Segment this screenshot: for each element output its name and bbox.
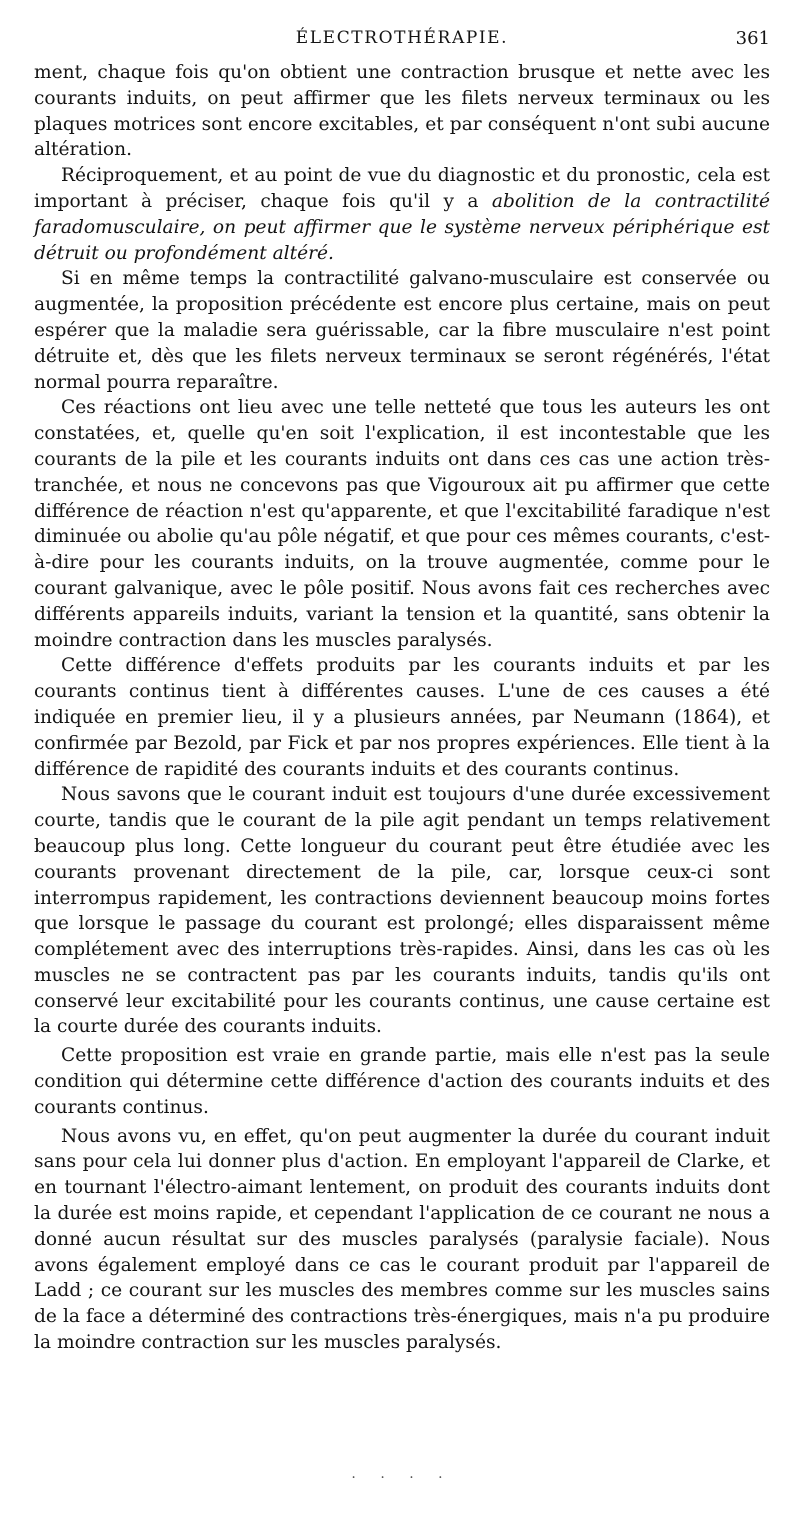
book-page bbox=[34, 0, 770, 1515]
paragraph: ment, chaque fois qu'on obtient une contraction brusque et nette avec les courants induits, on peut affirmer que les filets nerveux terminaux ou les plaques motrices sont encore excitables, et par conséquent n'ont subi aucune altération. bbox=[34, 62, 770, 161]
paragraph: Si en même temps la contractilité galvano-musculaire est conservée ou augmentée, la proposition précédente est encore plus certaine, mais on peut espérer que la maladie sera guérissable, car la fibre musculaire n'est point détruite et, dès que les filets nerveux terminaux se seront régénérés, l'état normal pourra reparaître. bbox=[34, 268, 770, 393]
paragraph: Ces réactions ont lieu avec une telle netteté que tous les auteurs les ont constatées, et, quelle qu'en soit l'explication, il est incontestable que les courants de la pile et les courants induits ont dans ces cas une action très-tranchée, et nous ne concevons pas que Vigouroux ait pu affirmer que cette différence de réaction n'est qu'apparente, et que l'excitabilité faradique n'est diminuée ou abolie qu'au pôle négatif, et que pour ces mêmes courants, c'est-à-dire pour les courants induits, on la trouve augmentée, comme pour le courant galvanique, avec le pôle positif. Nous avons fait ces recherches avec différents appareils induits, variant la tension et la quantité, sans obtenir la moindre contraction dans les muscles paralysés. bbox=[34, 397, 770, 651]
paragraph: Nous savons que le courant induit est toujours d'une durée excessivement courte, tandis que le courant de la pile agit pendant un temps relativement beaucoup plus long. Cette longueur du courant peut être étudiée avec les courants provenant directement de la pile, car, lorsque ceux-ci sont interrompus rapidement, les contractions deviennent beaucoup moins fortes que lorsque le passage du courant est prolongé; elles disparaissent même complétement avec des interruptions très-rapides. Ainsi, dans les cas où les muscles ne se contractent pas par les courants induits, tandis qu'ils ont conservé leur excitabilité pour les courants continus, une cause certaine est la courte durée des courants induits. bbox=[34, 784, 770, 1038]
paragraph: Cette différence d'effets produits par les courants induits et par les courants continus tient à différentes causes. L'une de ces causes a été indiquée en premier lieu, il y a plusieurs années, par Neumann (1864), et confirmée par Bezold, par Fick et par nos propres expériences. Elle tient à la différence de rapidité des courants induits et des courants continus. bbox=[34, 655, 770, 780]
page-number: 361 bbox=[735, 28, 770, 49]
running-title: ÉLECTROTHÉRAPIE. bbox=[295, 28, 509, 48]
body-text bbox=[34, 60, 770, 1356]
paragraph-lead: Réciproquement, et au point de vue du diagnostic et du pronostic, cela est important à préciser, chaque fois qu'il y a bbox=[34, 165, 770, 212]
paragraph bbox=[34, 163, 770, 266]
paragraph: Nous avons vu, en effet, qu'on peut augmenter la durée du courant induit sans pour cela lui donner plus d'action. En employant l'appareil de Clarke, et en tournant l'électro-aimant lentement, on produit des courants induits dont la durée est moins rapide, et cependant l'application de ce courant ne nous a donné aucun résultat sur des muscles paralysés (paralysie faciale). Nous avons également employé dans ce cas le courant produit par l'appareil de Ladd ; ce courant sur les muscles des membres comme sur les muscles sains de la face a déterminé des contractions très-énergiques, mais n'a pu produire la moindre contraction sur les muscles paralysés. bbox=[34, 1125, 770, 1354]
paragraph-emphasis: abolition de la contractilité faradomusculaire, on peut affirmer que le système nerveux périphérique est détruit ou profondément altéré. bbox=[34, 190, 770, 264]
paragraph: Cette proposition est vraie en grande partie, mais elle n'est pas la seule condition qui détermine cette différence d'action des courants induits et des courants continus. bbox=[34, 1045, 770, 1118]
page-header bbox=[34, 28, 770, 52]
footer-marks: · · · · bbox=[351, 1470, 453, 1486]
